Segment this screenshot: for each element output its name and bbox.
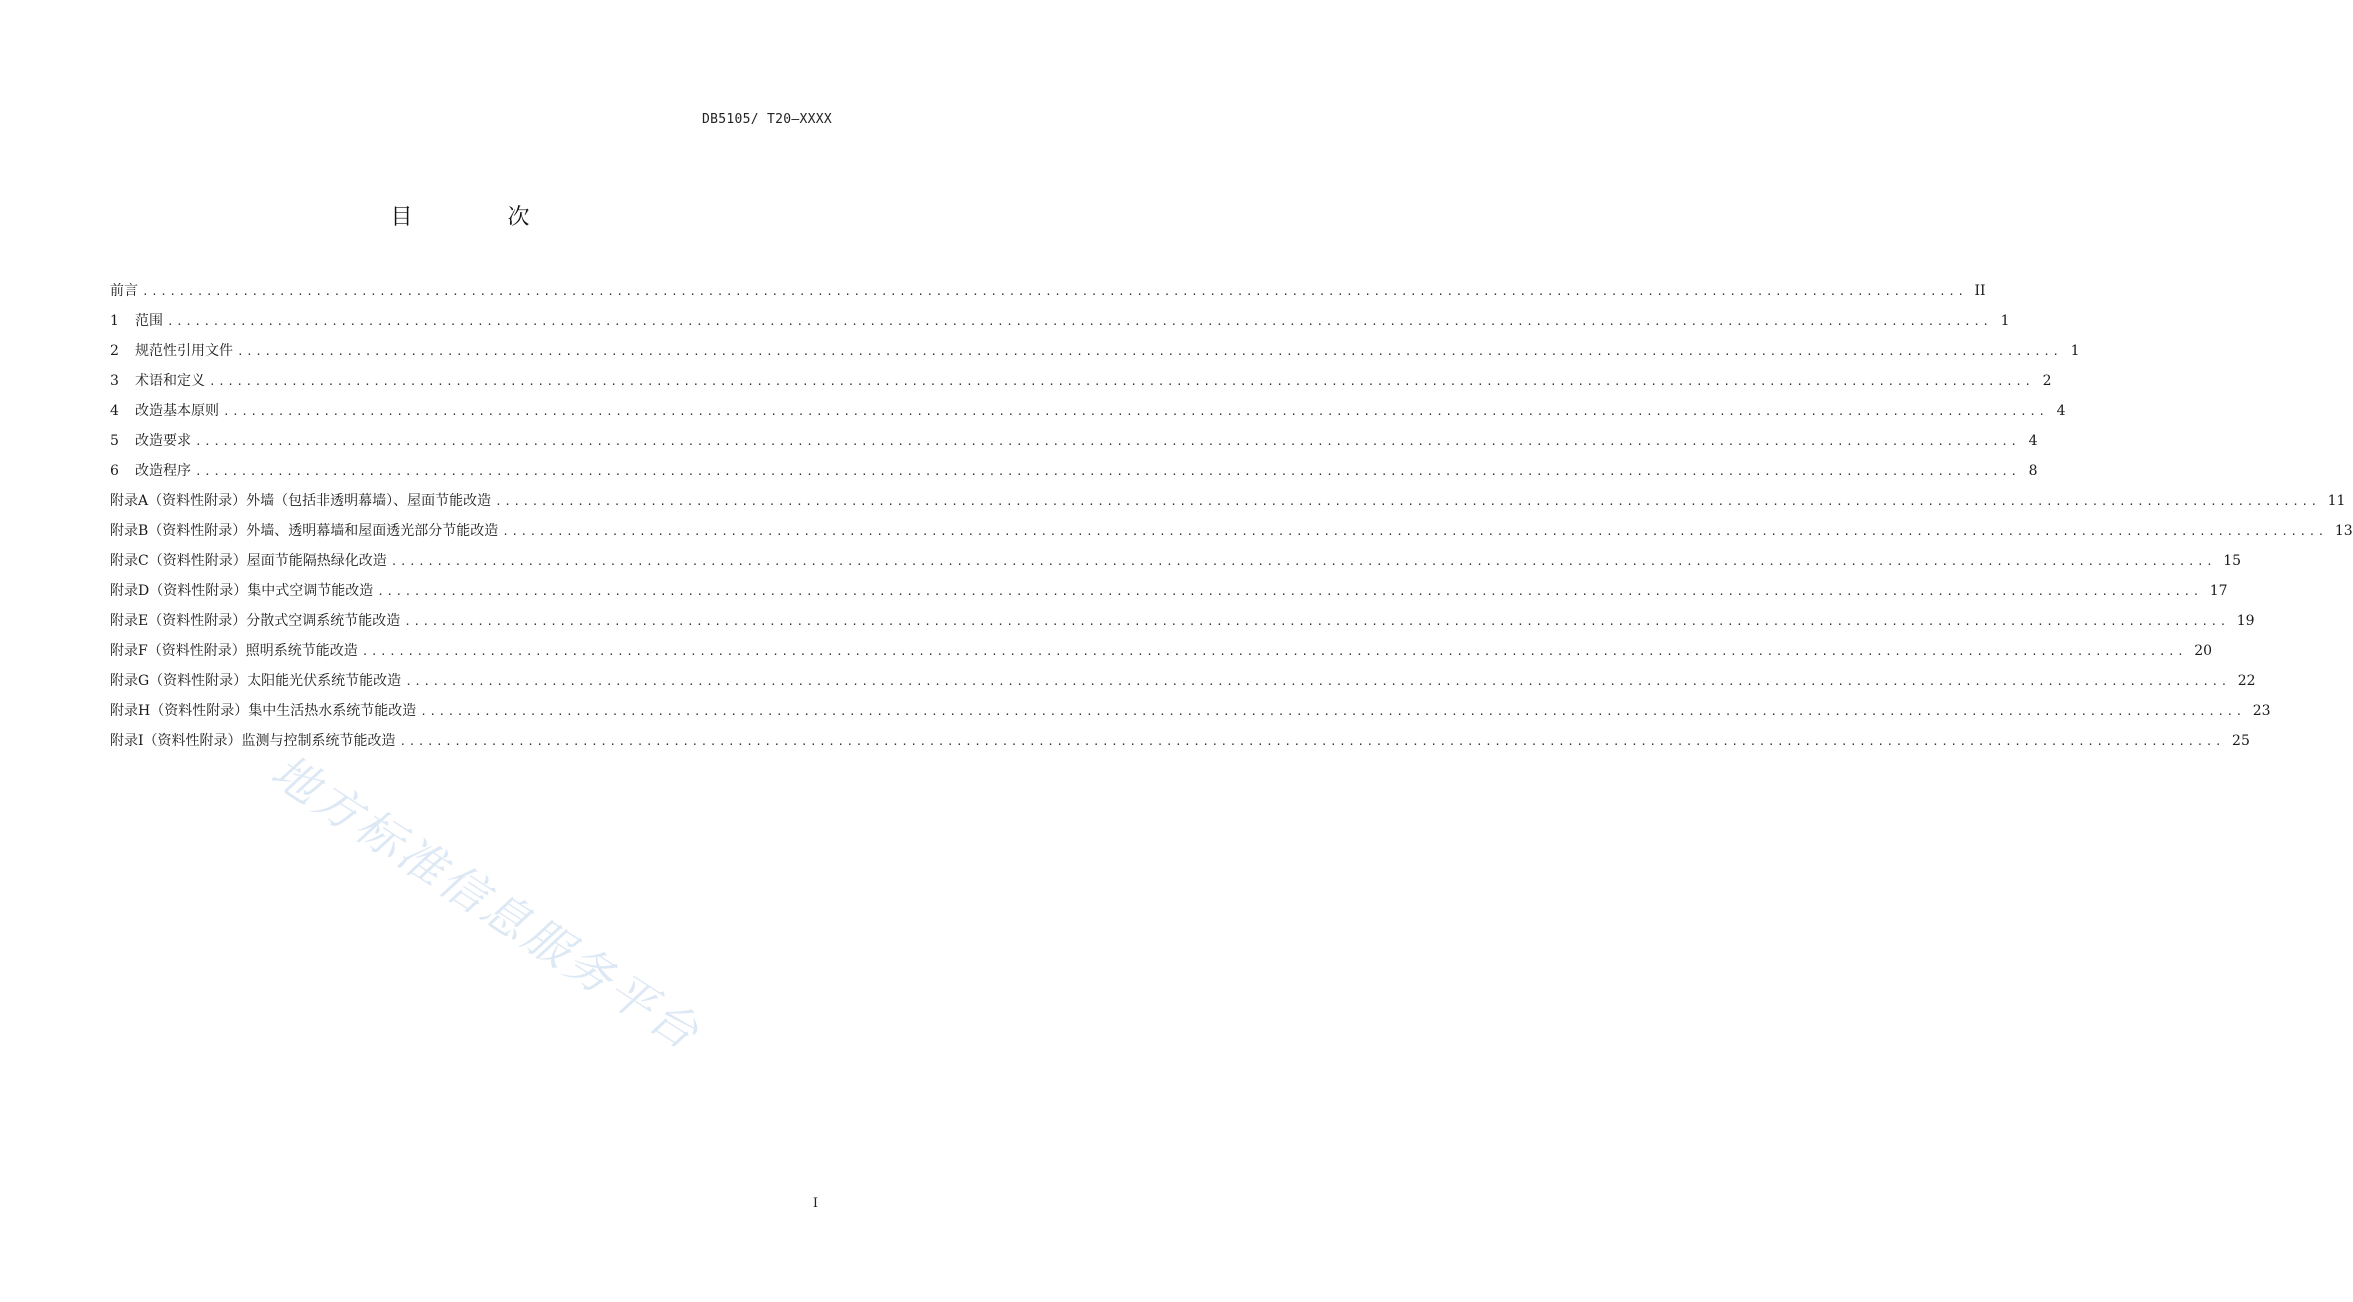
toc-leader-dots: ........................................................................................................................................................................................................ <box>390 555 2216 568</box>
toc-entry-label: 改造基本原则 <box>135 403 219 419</box>
toc-entry-basic-principles[interactable] <box>110 396 2066 426</box>
toc-appendix-prefix: 附录H（资料性附录） <box>110 703 249 719</box>
toc-appendix-d[interactable] <box>110 576 2228 606</box>
toc-title: 目 次 <box>390 205 574 230</box>
toc-entry-label: 改造程序 <box>135 463 191 479</box>
toc-appendix-prefix: 附录E（资料性附录） <box>110 613 247 629</box>
toc-leader-dots: ........................................................................................................................................................................................................ <box>361 645 2187 658</box>
toc-appendix-prefix: 附录D（资料性附录） <box>110 583 248 599</box>
toc-entry-page: 22 <box>2237 673 2256 689</box>
toc-entry-page: II <box>1974 283 1986 299</box>
toc-entry-label: 集中生活热水系统节能改造 <box>248 703 417 719</box>
toc-entry-label: 屋面节能隔热绿化改造 <box>246 553 387 569</box>
toc-leader-dots: ........................................................................................................................................................................................................ <box>404 615 2229 628</box>
toc-entry-page: 4 <box>2056 403 2066 419</box>
toc-entry-label: 照明系统节能改造 <box>245 643 358 659</box>
toc-entry-page: 11 <box>2327 493 2346 509</box>
toc-leader-dots: ........................................................................................................................................................................................................ <box>502 525 2327 538</box>
toc-entry-page: 17 <box>2209 583 2228 599</box>
toc-entry-label: 术语和定义 <box>135 373 205 389</box>
toc-appendix-f[interactable] <box>110 636 2213 666</box>
toc-leader-dots: ........................................................................................................................................................................................................ <box>195 435 2020 448</box>
toc-leader-dots: ........................................................................................................................................................................................................ <box>142 285 1967 298</box>
toc-entry-foreword[interactable] <box>110 276 1986 306</box>
toc-leader-dots: ........................................................................................................................................................................................................ <box>237 345 2062 358</box>
toc-entry-number: 3 <box>110 373 119 389</box>
toc-leader-dots: ........................................................................................................................................................................................................ <box>195 465 2020 478</box>
toc-entry-terms-definitions[interactable] <box>110 366 2052 396</box>
toc-entry-procedure[interactable] <box>110 456 2038 486</box>
toc-appendix-c[interactable] <box>110 546 2242 576</box>
toc-appendix-prefix: 附录C（资料性附录） <box>110 553 247 569</box>
toc-entry-label: 规范性引用文件 <box>135 343 233 359</box>
watermark-text: 地方标准信息服务平台 <box>261 743 711 1062</box>
toc-leader-dots: ........................................................................................................................................................................................................ <box>405 675 2230 688</box>
toc-leader-dots: ........................................................................................................................................................................................................ <box>223 405 2048 418</box>
toc-appendix-prefix: 附录B（资料性附录） <box>110 523 247 539</box>
toc-appendix-b[interactable] <box>110 516 2353 546</box>
toc-entry-number: 4 <box>110 403 119 419</box>
toc-appendix-e[interactable] <box>110 606 2255 636</box>
toc-appendix-h[interactable] <box>110 696 2271 726</box>
toc-leader-dots: ........................................................................................................................................................................................................ <box>399 735 2225 748</box>
toc-entry-label: 范围 <box>135 313 163 329</box>
toc-leader-dots: ........................................................................................................................................................................................................ <box>420 705 2245 718</box>
toc-entry-page: 25 <box>2232 733 2250 749</box>
toc-appendix-g[interactable] <box>110 666 2256 696</box>
toc-entry-label: 前言 <box>110 283 138 299</box>
toc-appendix-prefix: 附录A（资料性附录） <box>110 493 247 509</box>
toc-leader-dots: ........................................................................................................................................................................................................ <box>167 315 1992 328</box>
toc-entry-page: 1 <box>2000 313 2010 329</box>
toc-entry-label: 外墙、透明幕墙和屋面透光部分节能改造 <box>246 523 499 539</box>
document-code: DB5105/ T20—XXXX <box>701 112 832 127</box>
toc-entry-page: 19 <box>2236 613 2255 629</box>
toc-entry-number: 5 <box>110 433 119 449</box>
toc-appendix-i[interactable] <box>110 726 2250 756</box>
toc-entry-number: 2 <box>110 343 119 359</box>
toc-entry-number: 1 <box>110 313 119 329</box>
toc-list <box>110 276 2353 756</box>
toc-entry-scope[interactable] <box>110 306 2010 336</box>
toc-entry-number: 6 <box>110 463 119 479</box>
toc-entry-page: 8 <box>2028 463 2038 479</box>
page-number: I <box>812 1196 818 1211</box>
toc-appendix-a[interactable] <box>110 486 2346 516</box>
toc-entry-label: 外墙（包括非透明幕墙）、屋面节能改造 <box>246 493 492 509</box>
toc-entry-label: 太阳能光伏系统节能改造 <box>247 673 402 689</box>
toc-entry-page: 4 <box>2028 433 2038 449</box>
toc-leader-dots: ........................................................................................................................................................................................................ <box>495 495 2320 508</box>
toc-leader-dots: ........................................................................................................................................................................................................ <box>377 585 2202 598</box>
toc-entry-page: 23 <box>2252 703 2271 719</box>
toc-entry-label: 分散式空调系统节能改造 <box>246 613 401 629</box>
toc-entry-page: 15 <box>2223 553 2242 569</box>
toc-appendix-prefix: 附录I（资料性附录） <box>110 733 242 749</box>
toc-leader-dots: ........................................................................................................................................................................................................ <box>209 375 2034 388</box>
toc-entry-normative-references[interactable] <box>110 336 2080 366</box>
toc-entry-label: 改造要求 <box>135 433 191 449</box>
toc-appendix-prefix: 附录G（资料性附录） <box>110 673 248 689</box>
toc-entry-label: 集中式空调节能改造 <box>247 583 374 599</box>
toc-entry-requirements[interactable] <box>110 426 2038 456</box>
toc-entry-page: 2 <box>2042 373 2052 389</box>
toc-entry-page: 1 <box>2070 343 2080 359</box>
toc-entry-label: 监测与控制系统节能改造 <box>241 733 396 749</box>
toc-entry-page: 13 <box>2334 523 2353 539</box>
toc-appendix-prefix: 附录F（资料性附录） <box>110 643 246 659</box>
toc-entry-page: 20 <box>2194 643 2213 659</box>
